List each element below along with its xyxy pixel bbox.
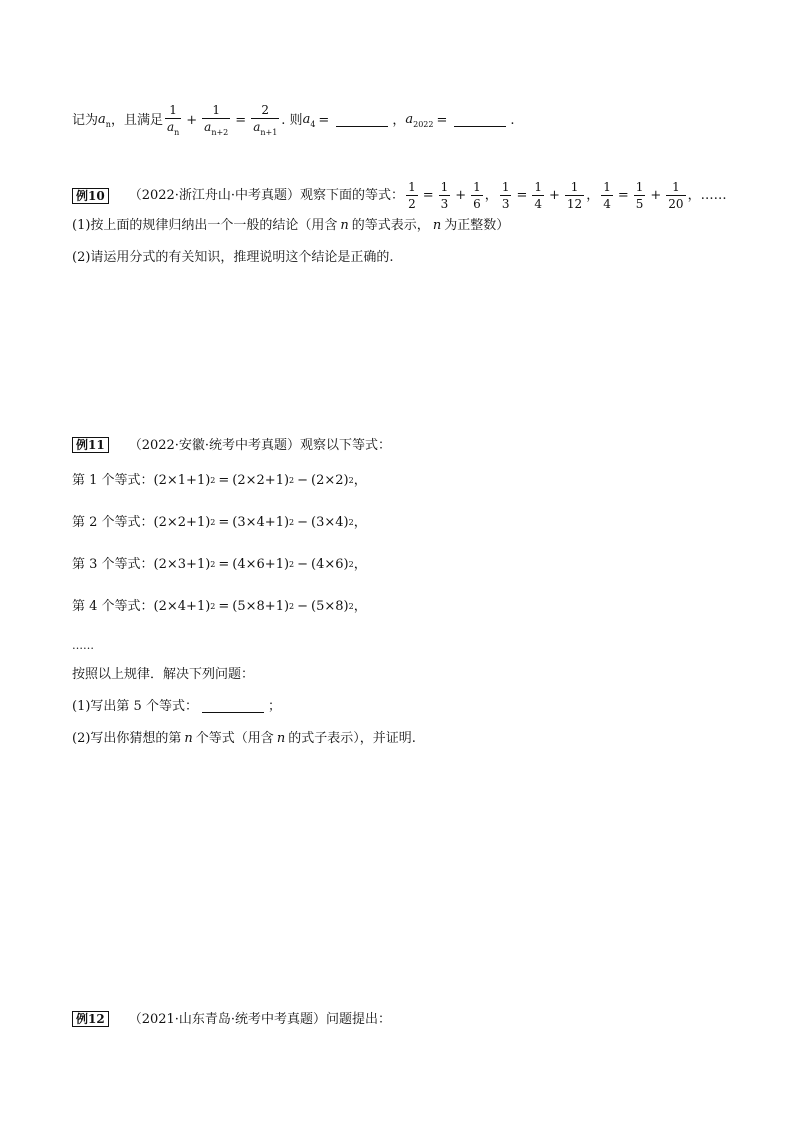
example-10-question-2: (2)请运用分式的有关知识，推理说明这个结论是正确的. [72, 250, 394, 265]
example-tag: 例12 [72, 1011, 109, 1027]
equation-row: 第 1 个等式： (2×1+1) 2 = (2×2+1) 2 − (2×2) 2 ， [72, 473, 367, 488]
fraction: $\frac{1}{2}$ [408, 180, 416, 211]
answer-blank[interactable] [202, 700, 264, 713]
example-source: （2022·浙江舟山·中考真题）观察下面的等式： [128, 188, 405, 203]
fraction: $\frac{1}{a_{n+2}}$ [204, 103, 229, 137]
equation-row: 第 3 个等式： (2×3+1) 2 = (4×6+1) 2 − (4×6) 2 ， [72, 557, 367, 572]
ellipsis: …… [72, 639, 94, 652]
example-12-header [72, 1011, 391, 1027]
example-11-header [72, 437, 391, 453]
intro-text-1: 记为 [72, 113, 99, 128]
equation-row: 第 4 个等式： (2×4+1) 2 = (5×8+1) 2 − (5×8) 2 ， [72, 599, 367, 614]
intro-line: 记为 $a_n$ ，且满足 $\frac{1}{a_n}$ + $\frac{1}{a_{n+2}}$ = $\frac{2}{a_{n+1}}$ . 则 $a_4$ = ， $a_{2022}$ = . [72, 103, 515, 137]
example-source: （2022·安徽·统考中考真题）观察以下等式： [128, 437, 392, 453]
example-10-question-1: (1)按上面的规律归纳出一个一般的结论（用含 n 的等式表示， n 为正整数） [72, 218, 510, 233]
fraction: $\frac{1}{20}$ [668, 180, 684, 211]
intro-text-3: . 则 [281, 113, 303, 128]
fraction: $\frac{2}{a_{n+1}}$ [253, 103, 278, 137]
intro-text-2: ，且满足 [110, 113, 163, 128]
fraction: $\frac{1}{4}$ [603, 180, 611, 211]
example-tag: 例11 [72, 437, 109, 453]
fraction: $\frac{1}{3}$ [501, 180, 510, 211]
example-11-question-1: (1)写出第 5 个等式： ； [72, 699, 281, 714]
example-tag: 例10 [72, 188, 109, 204]
equation-row: 第 2 个等式： (2×2+1) 2 = (3×4+1) 2 − (3×4) 2 ， [72, 515, 367, 530]
example-11-rule: 按照以上规律．解决下列问题： [72, 667, 255, 682]
example-11-question-2: (2)写出你猜想的第 n 个等式（用含 n 的式子表示），并证明. [72, 731, 416, 746]
fraction: $\frac{1}{a_n}$ [166, 103, 180, 137]
example-10-header: 例10 （2022·浙江舟山·中考真题）观察下面的等式： $\frac{1}{2}$ = $\frac{1}{3}$ + $\frac{1}{6}$ ， $\frac{1}{3}$ = $\frac{1}{4}$ + $\frac{1}{12}$ ， $\frac{1}{4}$ = $\frac{1}{5}$ + $\frac{1}{20}$ ， …… [72, 181, 727, 210]
answer-blank[interactable] [454, 114, 506, 127]
example-source: （2021·山东青岛·统考中考真题）问题提出： [128, 1011, 392, 1027]
var-a: $a_n$ [98, 111, 111, 129]
fraction: $\frac{1}{5}$ [635, 180, 644, 211]
fraction: $\frac{1}{4}$ [534, 180, 542, 211]
fraction: $\frac{1}{3}$ [440, 180, 449, 211]
fraction: $\frac{1}{12}$ [566, 180, 583, 211]
answer-blank[interactable] [336, 114, 388, 127]
fraction: $\frac{1}{6}$ [473, 180, 481, 211]
